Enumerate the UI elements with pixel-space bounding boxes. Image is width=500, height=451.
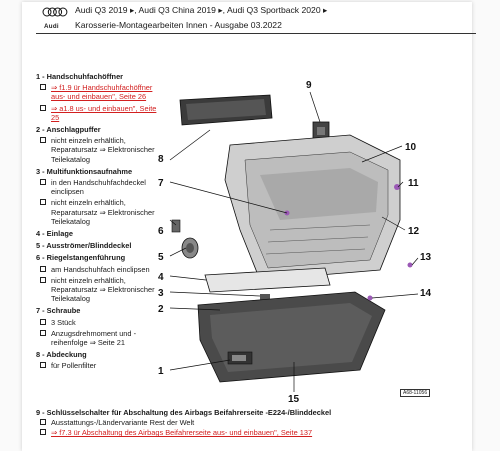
latch-rod-guide [172,220,180,232]
part-item [36,306,160,347]
callout-13: 13 [420,252,432,263]
callout-2: 2 [158,304,164,315]
part-title: 7 - Schraube [36,306,81,316]
part-link[interactable]: ⇒ f1.9 ür Handschuhfachöffner aus- und einbauen", Seite 26 [36,83,160,101]
audi-rings-logo [42,6,68,18]
part-9-bullet: Ausstattungs-/Ländervariante Rest der Welt [36,418,456,427]
callout-9: 9 [306,80,312,91]
part-bullet: nicht einzeln erhältlich, Reparatursatz ⇒ Elektronischer Teilekatalog [36,198,160,226]
callout-3: 3 [158,288,164,299]
callout-10: 10 [405,142,417,153]
screw-11 [394,184,400,190]
exploded-diagram [150,70,440,402]
vent-outlet [182,238,198,258]
glove-box-opener [228,352,252,364]
part-9 [36,408,456,438]
header-divider [36,33,476,34]
part-9-link[interactable]: ⇒ f7.3 ür Abschaltung des Airbags Beifahrerseite aus- und einbauen", Seite 137 [36,428,456,437]
glove-box-housing [225,135,400,280]
part-title: 2 - Anschlagpuffer [36,125,101,135]
screw-14 [368,296,373,301]
part-title: 3 - Multifunktionsaufnahme [36,166,133,176]
callout-6: 6 [158,226,164,237]
callout-4: 4 [158,272,164,283]
callout-1: 1 [158,366,164,377]
part-title: 1 - Handschuhfachöffner [36,72,124,81]
insert-tray [205,268,330,292]
part-item [36,72,160,122]
parts-list [36,72,160,374]
part-9-title: 9 - Schlüsselschalter für Abschaltung des Airbags Beifahrerseite -E224-/Blinddeckel [36,408,332,417]
checkbox-icon [40,199,46,205]
callout-11: 11 [408,178,419,189]
part-title: 5 - Ausströmer/Blinddeckel [36,241,132,251]
checkbox-icon [40,277,46,283]
checkbox-icon [40,319,46,325]
pollen-filter-cover [180,95,272,125]
part-bullet: in den Handschuhfachdeckel einclipsen [36,178,160,196]
checkbox-icon [40,362,46,368]
part-bullet: für Pollenfilter [36,361,160,370]
part-link[interactable]: ⇒ a1.8 us- und einbauen", Seite 25 [36,104,160,122]
callout-14: 14 [420,288,432,299]
callout-7: 7 [158,178,164,189]
part-bullet: Anzugsdrehmoment und -reihenfolge ⇒ Seite 21 [36,329,160,347]
callout-8: 8 [158,154,164,165]
document-title: Audi Q3 2019 ▸, Audi Q3 China 2019 ▸, Audi Q3 Sportback 2020 ▸ [75,5,328,15]
checkbox-icon [40,179,46,185]
part-bullet: am Handschuhfach einclipsen [36,265,160,274]
checkbox-icon [40,137,46,143]
part-title: 4 - Einlage [36,229,73,239]
callout-12: 12 [408,226,420,237]
part-bullet: nicht einzeln erhältlich, Reparatursatz ⇒ Elektronischer Teilekatalog [36,136,160,164]
callout-15: 15 [288,394,300,402]
part-bullet: 3 Stück [36,318,160,327]
callout-5: 5 [158,252,164,263]
checkbox-icon [40,266,46,272]
part-item [36,350,160,370]
part-item [36,241,160,250]
part-title: 6 - Riegelstangenführung [36,253,126,263]
checkbox-icon [40,330,46,336]
checkbox-icon [40,84,46,90]
glove-box-lid [198,292,385,382]
document-subtitle: Karosserie-Montagearbeiten Innen - Ausgabe 03.2022 [75,20,282,30]
part-item [36,167,160,226]
part-item [36,229,160,238]
checkbox-icon [40,419,46,425]
part-bullet: nicht einzeln erhältlich, Reparatursatz ⇒ Elektronischer Teilekatalog [36,276,160,304]
screw-13 [408,263,413,268]
part-title: 8 - Abdeckung [36,350,87,360]
checkbox-icon [40,429,46,435]
part-item [36,125,160,164]
figure-id: A68-11056 [400,389,430,397]
brand-wordmark: Audi [44,23,59,30]
part-item [36,253,160,303]
checkbox-icon [40,105,46,111]
